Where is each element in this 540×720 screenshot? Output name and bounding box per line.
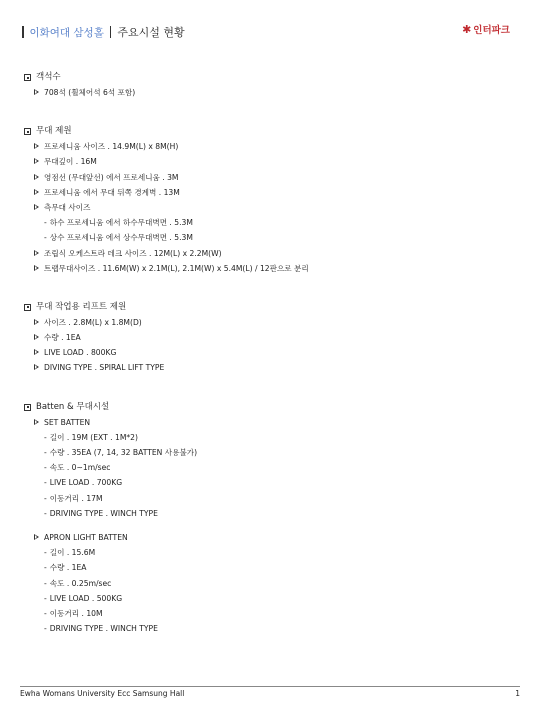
list-item (24, 139, 520, 154)
triangle-bullet-icon (34, 349, 39, 355)
list-item-text: 상수 프로세니움 에서 상수무대벽면 . 5.3M (49, 233, 193, 243)
brand-logo (462, 22, 510, 36)
list-item-text: 길이 . 19M (EXT . 1M*2) (49, 432, 138, 442)
triangle-bullet-icon (34, 534, 39, 540)
list-item (24, 576, 520, 591)
list-item (24, 491, 520, 506)
list-item-text: LIVE LOAD . 500KG (49, 593, 123, 603)
square-bullet-icon (24, 304, 31, 311)
footer-venue: Ewha Womans University Ecc Samsung Hall (20, 689, 185, 698)
list-item (24, 360, 520, 375)
list-item (24, 345, 520, 360)
list-item (24, 315, 520, 330)
list-item (24, 606, 520, 621)
list-item (24, 621, 520, 636)
list-item-text: 측무대 사이즈 (44, 202, 91, 212)
triangle-bullet-icon (34, 334, 39, 340)
list-item-text: DIVING TYPE . SPIRAL LIFT TYPE (44, 363, 165, 373)
page-header (16, 24, 185, 44)
dash-bullet: - (44, 463, 47, 473)
dash-bullet: - (44, 478, 47, 488)
list-item (24, 330, 520, 345)
dash-bullet: - (44, 548, 47, 558)
list-item-text: LIVE LOAD . 800KG (44, 348, 117, 358)
list-item-text: 길이 . 15.6M (49, 548, 96, 558)
page-title: 주요시설 현황 (117, 26, 185, 39)
header-divider-left (22, 26, 24, 38)
list-item (24, 200, 520, 215)
list-item (24, 85, 520, 100)
list-item (24, 530, 520, 545)
triangle-bullet-icon (34, 158, 39, 164)
triangle-bullet-icon (34, 189, 39, 195)
dash-bullet: - (44, 578, 47, 588)
list-item (24, 230, 520, 245)
list-item (24, 430, 520, 445)
triangle-bullet-icon (34, 89, 39, 95)
list-item (24, 506, 520, 521)
square-bullet-icon (24, 404, 31, 411)
brand-mark-icon: ✱ (462, 23, 472, 36)
section-heading (24, 300, 520, 315)
triangle-bullet-icon (34, 419, 39, 425)
square-bullet-icon (24, 128, 31, 135)
header-divider-right (110, 26, 112, 38)
list-item-text: 영점선 (무대앞선) 에서 프로세니움 . 3M (44, 172, 179, 182)
triangle-bullet-icon (34, 143, 39, 149)
section-title: 무대 작업용 리프트 제원 (36, 301, 127, 312)
page-number: 1 (515, 689, 520, 698)
list-item (24, 460, 520, 475)
list-item-text: APRON LIGHT BATTEN (44, 532, 128, 542)
list-item (24, 445, 520, 460)
dash-bullet: - (44, 624, 47, 634)
page-footer (20, 686, 520, 698)
dash-bullet: - (44, 432, 47, 442)
list-item-text: 무대깊이 . 16M (44, 157, 97, 167)
list-item-text: 수량 . 1EA (44, 333, 81, 343)
triangle-bullet-icon (34, 319, 39, 325)
triangle-bullet-icon (34, 174, 39, 180)
list-item (24, 475, 520, 490)
dash-bullet: - (44, 493, 47, 503)
list-item (24, 170, 520, 185)
triangle-bullet-icon (34, 265, 39, 271)
section-title: 객석수 (36, 72, 61, 82)
dash-bullet: - (44, 233, 47, 243)
section (24, 300, 520, 376)
section-title: Batten & 무대시설 (36, 401, 110, 412)
list-item-text: 이동거리 . 10M (49, 608, 103, 618)
list-item (24, 591, 520, 606)
section-heading (24, 124, 520, 139)
dash-bullet: - (44, 218, 47, 228)
square-bullet-icon (24, 74, 31, 81)
content-sections (24, 70, 520, 660)
list-item-text: DRIVING TYPE . WINCH TYPE (49, 624, 158, 634)
list-item (24, 154, 520, 169)
list-item-text: 트랩무대사이즈 . 11.6M(W) x 2.1M(L), 2.1M(W) x 5.4M(L) / 12판으로 분리 (44, 263, 309, 273)
triangle-bullet-icon (34, 364, 39, 370)
list-item (24, 185, 520, 200)
section (24, 400, 520, 637)
list-item (24, 560, 520, 575)
list-item (24, 215, 520, 230)
dash-bullet: - (44, 448, 47, 457)
dash-bullet: - (44, 563, 47, 573)
dash-bullet: - (44, 508, 47, 518)
list-item (24, 545, 520, 560)
section (24, 70, 520, 100)
list-item-text: 속도 . 0~1m/sec (49, 463, 111, 473)
list-item-text: 수량 . 35EA (7, 14, 32 BATTEN 사용불가) (49, 448, 198, 457)
list-item (24, 261, 520, 276)
list-item (24, 246, 520, 261)
list-item-text: 속도 . 0.25m/sec (49, 578, 112, 588)
section-heading (24, 400, 520, 415)
list-item (24, 415, 520, 430)
list-item-text: LIVE LOAD . 700KG (49, 478, 123, 488)
dash-bullet: - (44, 608, 47, 618)
brand-name: 인터파크 (473, 25, 510, 36)
section-heading (24, 70, 520, 85)
triangle-bullet-icon (34, 250, 39, 256)
header-org: 이화여대 삼성홀 (29, 27, 104, 39)
section-title: 무대 제원 (36, 126, 72, 137)
spacer (24, 521, 520, 530)
list-item-text: 수량 . 1EA (49, 563, 87, 573)
list-item-text: 708석 (휠체어석 6석 포함) (44, 88, 136, 97)
list-item-text: 조립식 오케스트라 데크 사이즈 . 12M(L) x 2.2M(W) (44, 248, 222, 258)
list-item-text: 이동거리 . 17M (49, 493, 103, 503)
list-item-text: 사이즈 . 2.8M(L) x 1.8M(D) (44, 317, 142, 327)
section (24, 124, 520, 276)
list-item-text: 하수 프로세니움 에서 하수무대벽면 . 5.3M (49, 218, 193, 228)
triangle-bullet-icon (34, 204, 39, 210)
dash-bullet: - (44, 593, 47, 603)
list-item-text: 프로세니움 사이즈 . 14.9M(L) x 8M(H) (44, 142, 179, 152)
list-item-text: SET BATTEN (44, 417, 91, 427)
list-item-text: DRIVING TYPE . WINCH TYPE (49, 508, 158, 518)
list-item-text: 프로세니움 에서 무대 뒤쪽 경계벽 . 13M (44, 187, 180, 197)
